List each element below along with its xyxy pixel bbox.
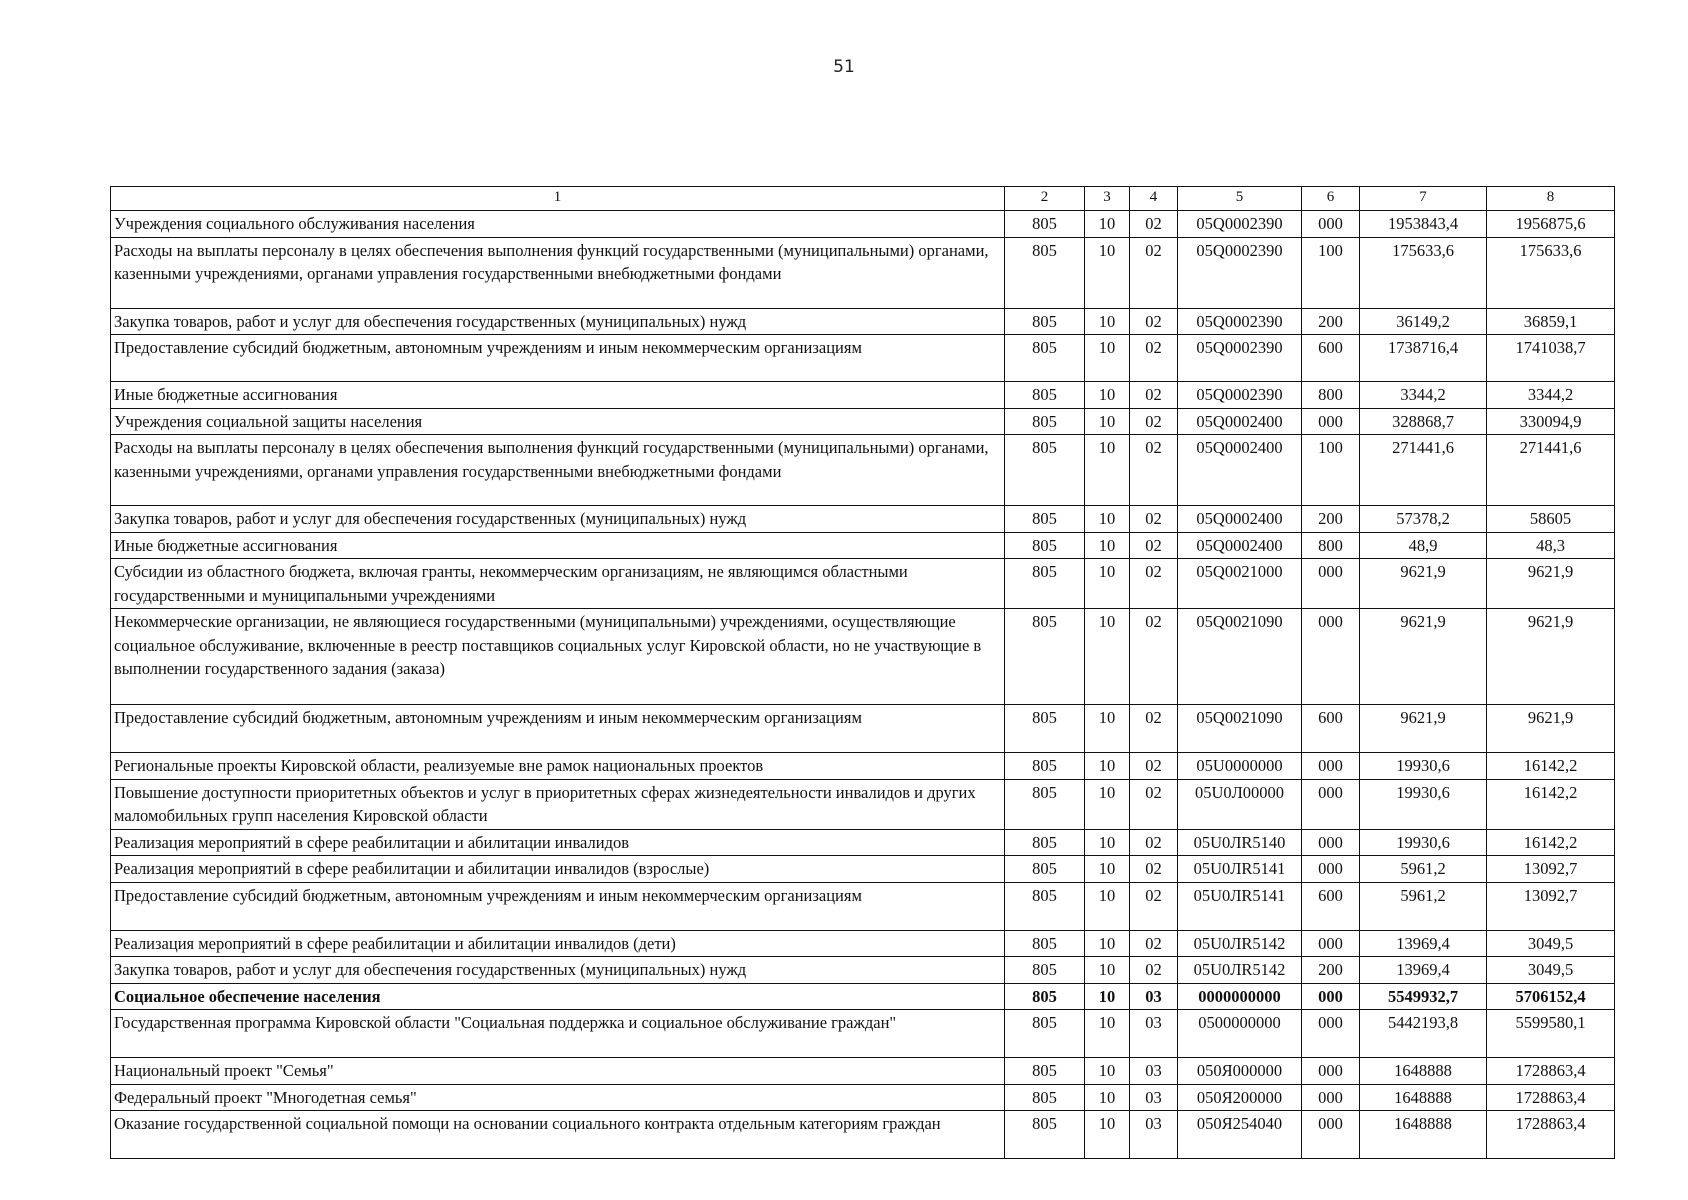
row-subsection-cell: 02 (1130, 609, 1178, 705)
row-subsection-cell: 03 (1130, 1084, 1178, 1111)
row-amount-year1-cell: 48,9 (1360, 532, 1487, 559)
row-expense-type-cell: 000 (1302, 1010, 1360, 1058)
row-target-code-cell: 05U0000000 (1178, 753, 1302, 780)
row-section-cell: 10 (1085, 435, 1130, 506)
row-amount-year1-cell: 1648888 (1360, 1084, 1487, 1111)
row-target-code-cell: 05Q0002390 (1178, 237, 1302, 308)
table-row (111, 532, 1615, 559)
header-cell: 6 (1302, 187, 1360, 211)
row-subsection-cell: 02 (1130, 532, 1178, 559)
row-subsection-cell: 02 (1130, 382, 1178, 409)
row-code-cell: 805 (1005, 1010, 1085, 1058)
row-target-code-cell: 05Q0002400 (1178, 408, 1302, 435)
row-amount-year2-cell: 1741038,7 (1487, 335, 1615, 382)
row-amount-year1-cell: 175633,6 (1360, 237, 1487, 308)
row-target-code-cell: 05U0ЛR5141 (1178, 882, 1302, 930)
row-amount-year2-cell: 175633,6 (1487, 237, 1615, 308)
row-expense-type-cell: 000 (1302, 1084, 1360, 1111)
row-target-code-cell: 05Q0021090 (1178, 609, 1302, 705)
row-code-cell: 805 (1005, 753, 1085, 780)
table-row (111, 829, 1615, 856)
row-amount-year1-cell: 13969,4 (1360, 957, 1487, 984)
row-section-cell: 10 (1085, 237, 1130, 308)
table-row (111, 856, 1615, 883)
row-code-cell: 805 (1005, 506, 1085, 533)
row-subsection-cell: 02 (1130, 957, 1178, 984)
row-subsection-cell: 02 (1130, 408, 1178, 435)
table-row (111, 382, 1615, 409)
row-amount-year2-cell: 1956875,6 (1487, 211, 1615, 238)
table-row (111, 882, 1615, 930)
table-row (111, 506, 1615, 533)
row-code-cell: 805 (1005, 779, 1085, 829)
row-amount-year1-cell: 9621,9 (1360, 609, 1487, 705)
header-cell: 7 (1360, 187, 1487, 211)
table-row (111, 308, 1615, 335)
header-cell: 5 (1178, 187, 1302, 211)
table-row (111, 435, 1615, 506)
row-target-code-cell: 05U0ЛR5142 (1178, 957, 1302, 984)
row-code-cell: 805 (1005, 829, 1085, 856)
row-target-code-cell: 05Q0021000 (1178, 559, 1302, 609)
row-name-cell: Реализация мероприятий в сфере реабилитации и абилитации инвалидов (111, 829, 1005, 856)
row-expense-type-cell: 000 (1302, 983, 1360, 1010)
row-amount-year1-cell: 3344,2 (1360, 382, 1487, 409)
row-section-cell: 10 (1085, 829, 1130, 856)
row-amount-year1-cell: 36149,2 (1360, 308, 1487, 335)
row-name-cell: Предоставление субсидий бюджетным, автономным учреждениям и иным некоммерческим организациям (111, 705, 1005, 753)
row-subsection-cell: 03 (1130, 983, 1178, 1010)
row-amount-year1-cell: 19930,6 (1360, 829, 1487, 856)
row-amount-year2-cell: 3049,5 (1487, 957, 1615, 984)
row-amount-year1-cell: 19930,6 (1360, 779, 1487, 829)
row-amount-year1-cell: 5961,2 (1360, 856, 1487, 883)
row-target-code-cell: 05Q0002400 (1178, 435, 1302, 506)
table-row (111, 211, 1615, 238)
row-expense-type-cell: 000 (1302, 779, 1360, 829)
row-name-cell: Некоммерческие организации, не являющиеся государственными (муниципальными) учреждениями, осуществляющие социальное обслуживание, включенные в реестр поставщиков социальных услуг Кировской области, но не участвующие в выполнении государственного задания (заказа) (111, 609, 1005, 705)
row-name-cell: Закупка товаров, работ и услуг для обеспечения государственных (муниципальных) нужд (111, 506, 1005, 533)
row-section-cell: 10 (1085, 1111, 1130, 1159)
table-row (111, 957, 1615, 984)
row-target-code-cell: 05Q0002400 (1178, 532, 1302, 559)
row-name-cell: Оказание государственной социальной помощи на основании социального контракта отдельным категориям граждан (111, 1111, 1005, 1159)
row-amount-year2-cell: 5706152,4 (1487, 983, 1615, 1010)
row-name-cell: Федеральный проект "Многодетная семья" (111, 1084, 1005, 1111)
row-subsection-cell: 03 (1130, 1058, 1178, 1085)
header-row (111, 187, 1615, 211)
row-amount-year2-cell: 36859,1 (1487, 308, 1615, 335)
row-expense-type-cell: 000 (1302, 408, 1360, 435)
header-cell: 3 (1085, 187, 1130, 211)
row-amount-year1-cell: 1648888 (1360, 1111, 1487, 1159)
row-code-cell: 805 (1005, 1111, 1085, 1159)
row-code-cell: 805 (1005, 237, 1085, 308)
table-row (111, 1010, 1615, 1058)
table-row (111, 983, 1615, 1010)
row-expense-type-cell: 800 (1302, 532, 1360, 559)
row-subsection-cell: 02 (1130, 506, 1178, 533)
row-name-cell: Национальный проект "Семья" (111, 1058, 1005, 1085)
row-amount-year1-cell: 13969,4 (1360, 930, 1487, 957)
row-expense-type-cell: 000 (1302, 559, 1360, 609)
row-section-cell: 10 (1085, 882, 1130, 930)
row-section-cell: 10 (1085, 930, 1130, 957)
header-cell: 4 (1130, 187, 1178, 211)
row-code-cell: 805 (1005, 408, 1085, 435)
row-name-cell: Иные бюджетные ассигнования (111, 532, 1005, 559)
row-subsection-cell: 02 (1130, 753, 1178, 780)
row-amount-year2-cell: 48,3 (1487, 532, 1615, 559)
row-target-code-cell: 05U0ЛR5141 (1178, 856, 1302, 883)
row-section-cell: 10 (1085, 1010, 1130, 1058)
row-name-cell: Субсидии из областного бюджета, включая гранты, некоммерческим организациям, не являющимся областными государственными и муниципальными учреждениями (111, 559, 1005, 609)
row-expense-type-cell: 000 (1302, 753, 1360, 780)
row-name-cell: Расходы на выплаты персоналу в целях обеспечения выполнения функций государственными (муниципальными) органами, казенными учреждениями, органами управления государственными внебюджетными фондами (111, 237, 1005, 308)
row-code-cell: 805 (1005, 609, 1085, 705)
row-section-cell: 10 (1085, 957, 1130, 984)
row-target-code-cell: 05Q0021090 (1178, 705, 1302, 753)
row-subsection-cell: 02 (1130, 237, 1178, 308)
row-section-cell: 10 (1085, 335, 1130, 382)
row-code-cell: 805 (1005, 856, 1085, 883)
row-amount-year2-cell: 16142,2 (1487, 779, 1615, 829)
row-name-cell: Предоставление субсидий бюджетным, автономным учреждениям и иным некоммерческим организациям (111, 882, 1005, 930)
row-target-code-cell: 0000000000 (1178, 983, 1302, 1010)
row-expense-type-cell: 200 (1302, 957, 1360, 984)
row-section-cell: 10 (1085, 705, 1130, 753)
row-target-code-cell: 05U0ЛR5140 (1178, 829, 1302, 856)
header-cell: 2 (1005, 187, 1085, 211)
row-name-cell: Предоставление субсидий бюджетным, автономным учреждениям и иным некоммерческим организациям (111, 335, 1005, 382)
table-row (111, 237, 1615, 308)
row-target-code-cell: 050Я000000 (1178, 1058, 1302, 1085)
row-expense-type-cell: 000 (1302, 856, 1360, 883)
row-target-code-cell: 05Q0002400 (1178, 506, 1302, 533)
row-expense-type-cell: 200 (1302, 506, 1360, 533)
header-cell: 8 (1487, 187, 1615, 211)
budget-table (110, 186, 1615, 1159)
row-section-cell: 10 (1085, 609, 1130, 705)
row-subsection-cell: 02 (1130, 882, 1178, 930)
row-expense-type-cell: 200 (1302, 308, 1360, 335)
row-expense-type-cell: 000 (1302, 829, 1360, 856)
table-row (111, 335, 1615, 382)
table-row (111, 930, 1615, 957)
row-expense-type-cell: 000 (1302, 1058, 1360, 1085)
row-code-cell: 805 (1005, 308, 1085, 335)
row-section-cell: 10 (1085, 1058, 1130, 1085)
row-expense-type-cell: 000 (1302, 211, 1360, 238)
row-amount-year2-cell: 9621,9 (1487, 609, 1615, 705)
row-amount-year2-cell: 271441,6 (1487, 435, 1615, 506)
row-section-cell: 10 (1085, 408, 1130, 435)
row-section-cell: 10 (1085, 1084, 1130, 1111)
row-section-cell: 10 (1085, 779, 1130, 829)
row-code-cell: 805 (1005, 882, 1085, 930)
row-amount-year2-cell: 3049,5 (1487, 930, 1615, 957)
row-section-cell: 10 (1085, 753, 1130, 780)
row-target-code-cell: 05Q0002390 (1178, 211, 1302, 238)
table-row (111, 1084, 1615, 1111)
row-code-cell: 805 (1005, 930, 1085, 957)
table-row (111, 609, 1615, 705)
row-name-cell: Закупка товаров, работ и услуг для обеспечения государственных (муниципальных) нужд (111, 957, 1005, 984)
row-name-cell: Учреждения социального обслуживания населения (111, 211, 1005, 238)
row-target-code-cell: 05Q0002390 (1178, 382, 1302, 409)
row-section-cell: 10 (1085, 856, 1130, 883)
row-expense-type-cell: 600 (1302, 705, 1360, 753)
row-section-cell: 10 (1085, 532, 1130, 559)
row-code-cell: 805 (1005, 532, 1085, 559)
row-target-code-cell: 05U0Л00000 (1178, 779, 1302, 829)
row-subsection-cell: 02 (1130, 435, 1178, 506)
table-row (111, 408, 1615, 435)
row-amount-year2-cell: 1728863,4 (1487, 1111, 1615, 1159)
row-code-cell: 805 (1005, 957, 1085, 984)
row-target-code-cell: 05Q0002390 (1178, 308, 1302, 335)
row-amount-year2-cell: 330094,9 (1487, 408, 1615, 435)
row-subsection-cell: 03 (1130, 1111, 1178, 1159)
row-amount-year2-cell: 1728863,4 (1487, 1058, 1615, 1085)
row-expense-type-cell: 600 (1302, 335, 1360, 382)
row-subsection-cell: 02 (1130, 211, 1178, 238)
row-name-cell: Расходы на выплаты персоналу в целях обеспечения выполнения функций государственными (муниципальными) органами, казенными учреждениями, органами управления государственными внебюджетными фондами (111, 435, 1005, 506)
row-subsection-cell: 03 (1130, 1010, 1178, 1058)
row-section-cell: 10 (1085, 211, 1130, 238)
row-amount-year1-cell: 5549932,7 (1360, 983, 1487, 1010)
table-row (111, 705, 1615, 753)
page-number: 51 (833, 57, 855, 77)
row-code-cell: 805 (1005, 435, 1085, 506)
row-amount-year1-cell: 1738716,4 (1360, 335, 1487, 382)
row-target-code-cell: 05Q0002390 (1178, 335, 1302, 382)
row-amount-year2-cell: 58605 (1487, 506, 1615, 533)
row-amount-year2-cell: 5599580,1 (1487, 1010, 1615, 1058)
row-name-cell: Региональные проекты Кировской области, реализуемые вне рамок национальных проектов (111, 753, 1005, 780)
row-name-cell: Учреждения социальной защиты населения (111, 408, 1005, 435)
row-amount-year1-cell: 9621,9 (1360, 559, 1487, 609)
row-code-cell: 805 (1005, 983, 1085, 1010)
row-amount-year1-cell: 5442193,8 (1360, 1010, 1487, 1058)
row-target-code-cell: 050Я200000 (1178, 1084, 1302, 1111)
row-name-cell: Государственная программа Кировской области "Социальная поддержка и социальное обслуживание граждан" (111, 1010, 1005, 1058)
table-row (111, 1058, 1615, 1085)
row-code-cell: 805 (1005, 559, 1085, 609)
row-name-cell: Закупка товаров, работ и услуг для обеспечения государственных (муниципальных) нужд (111, 308, 1005, 335)
row-amount-year2-cell: 3344,2 (1487, 382, 1615, 409)
row-code-cell: 805 (1005, 1084, 1085, 1111)
row-amount-year1-cell: 1953843,4 (1360, 211, 1487, 238)
row-subsection-cell: 02 (1130, 705, 1178, 753)
row-amount-year1-cell: 328868,7 (1360, 408, 1487, 435)
row-subsection-cell: 02 (1130, 335, 1178, 382)
row-section-cell: 10 (1085, 559, 1130, 609)
row-expense-type-cell: 100 (1302, 237, 1360, 308)
table-row (111, 753, 1615, 780)
row-name-cell: Реализация мероприятий в сфере реабилитации и абилитации инвалидов (взрослые) (111, 856, 1005, 883)
row-expense-type-cell: 000 (1302, 1111, 1360, 1159)
row-section-cell: 10 (1085, 506, 1130, 533)
row-amount-year2-cell: 16142,2 (1487, 829, 1615, 856)
row-subsection-cell: 02 (1130, 779, 1178, 829)
row-expense-type-cell: 000 (1302, 930, 1360, 957)
row-target-code-cell: 050Я254040 (1178, 1111, 1302, 1159)
row-amount-year2-cell: 1728863,4 (1487, 1084, 1615, 1111)
table-row (111, 1111, 1615, 1159)
row-code-cell: 805 (1005, 211, 1085, 238)
row-expense-type-cell: 000 (1302, 609, 1360, 705)
row-name-cell: Реализация мероприятий в сфере реабилитации и абилитации инвалидов (дети) (111, 930, 1005, 957)
row-section-cell: 10 (1085, 983, 1130, 1010)
row-target-code-cell: 0500000000 (1178, 1010, 1302, 1058)
table-body (111, 211, 1615, 1159)
row-target-code-cell: 05U0ЛR5142 (1178, 930, 1302, 957)
row-amount-year2-cell: 13092,7 (1487, 856, 1615, 883)
row-name-cell: Иные бюджетные ассигнования (111, 382, 1005, 409)
row-expense-type-cell: 600 (1302, 882, 1360, 930)
row-amount-year1-cell: 9621,9 (1360, 705, 1487, 753)
row-amount-year1-cell: 5961,2 (1360, 882, 1487, 930)
row-subsection-cell: 02 (1130, 559, 1178, 609)
row-subsection-cell: 02 (1130, 930, 1178, 957)
table-row (111, 779, 1615, 829)
row-subsection-cell: 02 (1130, 856, 1178, 883)
row-code-cell: 805 (1005, 382, 1085, 409)
table-row (111, 559, 1615, 609)
row-section-cell: 10 (1085, 308, 1130, 335)
row-amount-year1-cell: 271441,6 (1360, 435, 1487, 506)
row-amount-year1-cell: 1648888 (1360, 1058, 1487, 1085)
row-code-cell: 805 (1005, 1058, 1085, 1085)
row-amount-year2-cell: 13092,7 (1487, 882, 1615, 930)
row-code-cell: 805 (1005, 335, 1085, 382)
row-amount-year1-cell: 57378,2 (1360, 506, 1487, 533)
header-cell: 1 (111, 187, 1005, 211)
row-expense-type-cell: 800 (1302, 382, 1360, 409)
row-name-cell: Повышение доступности приоритетных объектов и услуг в приоритетных сферах жизнедеятельности инвалидов и других маломобильных групп населения Кировской области (111, 779, 1005, 829)
row-amount-year2-cell: 9621,9 (1487, 705, 1615, 753)
row-expense-type-cell: 100 (1302, 435, 1360, 506)
row-section-cell: 10 (1085, 382, 1130, 409)
row-subsection-cell: 02 (1130, 308, 1178, 335)
row-name-cell: Социальное обеспечение населения (111, 983, 1005, 1010)
row-code-cell: 805 (1005, 705, 1085, 753)
row-amount-year2-cell: 16142,2 (1487, 753, 1615, 780)
row-subsection-cell: 02 (1130, 829, 1178, 856)
row-amount-year2-cell: 9621,9 (1487, 559, 1615, 609)
row-amount-year1-cell: 19930,6 (1360, 753, 1487, 780)
